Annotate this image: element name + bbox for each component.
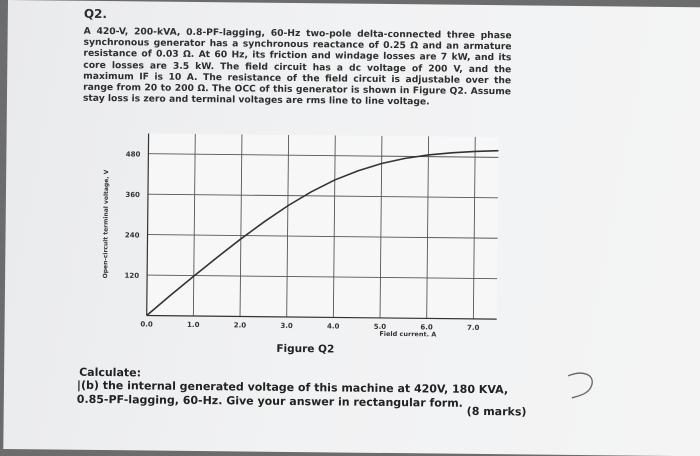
marks-label: (8 marks) [466, 404, 527, 419]
calculate-label: Calculate: [79, 365, 142, 380]
y-axis-label: Open-circuit terminal voltage, V [102, 169, 111, 279]
pen-scribble-icon [564, 368, 604, 404]
x-tick-label: 3.0 [280, 321, 293, 331]
problem-statement: A 420-V, 200-kVA, 0.8-PF-lagging, 60-Hz two-pole delta-connected three phase synchronous generator has a synchronous reactance of 0.25 Ω and an armature resistance of 0.03 Ω. At 60 Hz, its friction and windage losses are 7 kW, and its core losses are 3.5 kW. The field circuit has a dc voltage of 200 V, and the maximum IF is 10 A. The resistance of the field circuit is adjustable over the range from 20 to 200 Ω. The OCC of this generator is shown in Figure Q2. Assume stay loss is zero and terminal voltages are rms line to line voltage. [82, 25, 512, 108]
x-tick-label: 4.0 [327, 322, 340, 331]
y-tick-label: 360 [125, 190, 141, 200]
y-tick-label: 120 [124, 271, 140, 280]
x-tick-label: 7.0 [467, 323, 480, 332]
occ-chart [88, 123, 510, 341]
plot-area [147, 133, 499, 319]
x-tick-label: 1.0 [187, 320, 200, 330]
x-axis-label: Field current, A [379, 329, 437, 338]
occ-chart-svg [89, 123, 511, 337]
question-number: Q2. [83, 6, 108, 22]
x-tick-label: 0.0 [140, 320, 153, 329]
x-tick-label: 5.0 [373, 322, 387, 331]
y-tick-label: 240 [124, 231, 140, 240]
x-tick-label: 6.0 [420, 323, 433, 332]
x-tick-label: 2.0 [233, 321, 247, 330]
part-b-question: |(b) the internal generated voltage of this machine at 420V, 180 KVA, 0.85-PF-lagging, 60-Hz. Give your answer in rectangular form. [76, 378, 509, 410]
y-tick-label: 480 [125, 150, 141, 159]
figure-caption: Figure Q2 [276, 342, 335, 356]
exam-page [3, 0, 700, 456]
